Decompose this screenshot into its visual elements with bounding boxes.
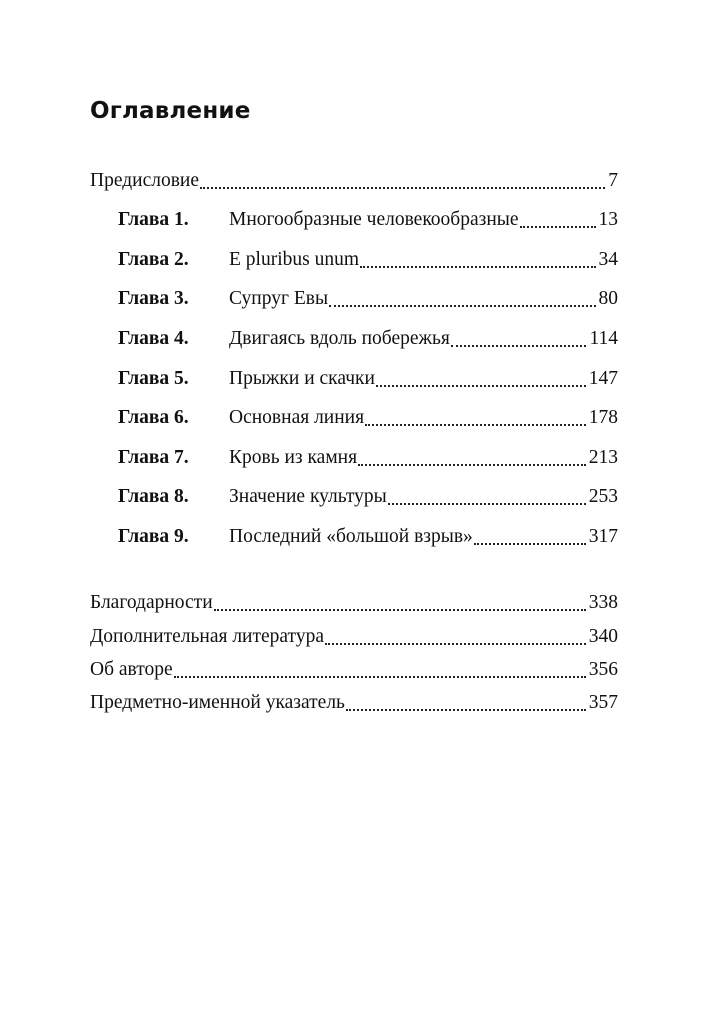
dot-leader	[329, 287, 595, 307]
entry-title: Основная линия	[229, 407, 365, 428]
toc-entry-acknowledgements	[90, 590, 618, 616]
dot-leader	[358, 446, 586, 466]
dot-leader	[200, 169, 605, 189]
entry-title: Значение культуры	[229, 486, 387, 507]
entry-title: Об авторе	[90, 659, 173, 680]
dot-leader	[174, 658, 586, 678]
toc-entry-chapter-1	[118, 207, 618, 233]
dot-leader	[365, 406, 586, 426]
page-number: 356	[588, 659, 618, 680]
chapter-label: Глава 5.	[118, 368, 189, 389]
chapter-label: Глава 2.	[118, 249, 189, 270]
page-number: 338	[588, 592, 618, 613]
dot-leader	[520, 208, 596, 228]
entry-title: Предисловие	[90, 170, 200, 191]
toc-title: Оглавление	[90, 98, 251, 124]
entry-title: Многообразные человекообразные	[229, 209, 519, 230]
page-number: 357	[588, 692, 618, 713]
page-number: 7	[608, 170, 618, 191]
dot-leader	[376, 367, 586, 387]
dot-leader	[360, 248, 596, 268]
entry-title: Двигаясь вдоль побережья	[229, 328, 450, 349]
toc-entry-index	[90, 690, 618, 716]
page-number: 34	[598, 249, 618, 270]
chapter-label: Глава 3.	[118, 288, 189, 309]
chapter-label: Глава 6.	[118, 407, 189, 428]
entry-title: Благодарности	[90, 592, 213, 613]
toc-entry-chapter-9	[118, 524, 618, 550]
entry-title: Кровь из камня	[229, 447, 358, 468]
page-number: 253	[588, 486, 618, 507]
dot-leader	[388, 485, 586, 505]
toc-entry-about-author	[90, 657, 618, 683]
page-number: 340	[588, 626, 618, 647]
dot-leader	[214, 591, 586, 611]
toc-entry-chapter-8	[118, 484, 618, 510]
page-number: 114	[589, 328, 618, 349]
toc-entry-further-reading	[90, 624, 618, 650]
entry-title: Прыжки и скачки	[229, 368, 375, 389]
page-number: 80	[598, 288, 618, 309]
page-number: 213	[588, 447, 618, 468]
dot-leader	[451, 327, 587, 347]
toc-entry-chapter-3	[118, 286, 618, 312]
dot-leader	[346, 691, 586, 711]
dot-leader	[325, 625, 586, 645]
entry-title: Супруг Евы	[229, 288, 329, 309]
page-number: 178	[588, 407, 618, 428]
chapter-label: Глава 7.	[118, 447, 189, 468]
page-number: 147	[588, 368, 618, 389]
chapter-label: Глава 4.	[118, 328, 189, 349]
page-number: 317	[588, 526, 618, 547]
entry-title: E pluribus unum	[229, 249, 359, 270]
page-number: 13	[598, 209, 618, 230]
toc-entry-chapter-7	[118, 445, 618, 471]
entry-title: Дополнительная литература	[90, 626, 324, 647]
toc-entry-chapter-6	[118, 405, 618, 431]
chapter-label: Глава 1.	[118, 209, 189, 230]
entry-title: Последний «большой взрыв»	[229, 526, 473, 547]
chapter-label: Глава 9.	[118, 526, 189, 547]
entry-title: Предметно-именной указатель	[90, 692, 345, 713]
dot-leader	[474, 525, 586, 545]
toc-entry-chapter-5	[118, 366, 618, 392]
toc-entry-preface	[90, 168, 618, 194]
toc-entry-chapter-4	[118, 326, 618, 352]
toc-entry-chapter-2	[118, 247, 618, 273]
chapter-label: Глава 8.	[118, 486, 189, 507]
